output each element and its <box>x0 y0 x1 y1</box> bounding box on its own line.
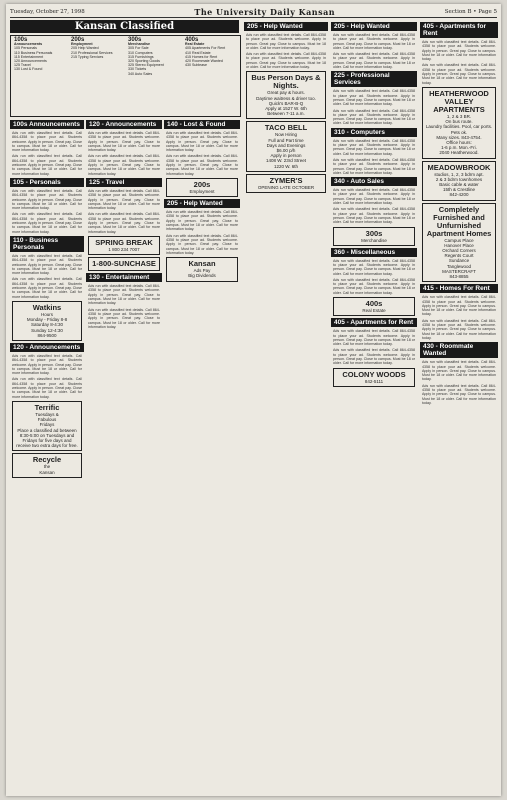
index-section-name: Real Estate <box>185 42 205 47</box>
section-heading: 310 - Computers <box>331 128 417 137</box>
column-2 <box>86 118 162 331</box>
column-4 <box>244 20 328 195</box>
ad-text: Ads run with classified text details. Call 864-4358 to place your ad. Students welcome. Apply in person. Great pay. Close to campus. Must be 18 or older. Call for more information today. <box>422 360 496 382</box>
display-ad-line: Merchandise <box>361 237 387 243</box>
ad-text: Ads run with classified text details. Call 864-4358 to place your ad. Students welcome. Apply in person. Great pay. Close to campus. Must be 18 or older. Call for more information today. <box>166 131 238 153</box>
display-ad-line: Laundry facilities. Pool, car ports. <box>425 124 493 130</box>
display-ad <box>333 297 415 316</box>
display-ad-line: Apply in person <box>270 153 302 159</box>
display-ad-line: Pets ok. <box>450 129 468 135</box>
display-ad-line: Tanglewood <box>446 263 472 269</box>
display-ad <box>333 227 415 246</box>
ad-text: Ads run with classified text details. Call 864-4358 to place your ad. Students welcome. Apply in person. Great pay. Close to campus. Must be 18 or older. Call for more information today. <box>12 154 82 176</box>
index-item: 130 Lost & Found <box>14 67 43 72</box>
display-ad <box>88 257 160 271</box>
index-section-name: Merchandise <box>128 42 150 47</box>
index-section-code: 300s <box>128 37 142 43</box>
ad-text: Ads run with classified text details. Call 864-4358 to place your ad. Students welcome. Apply in person. Great pay. Close to campus. Must be 18 or older. Call for more information today. <box>422 383 496 405</box>
newspaper-page <box>6 4 501 796</box>
ad-text: Ads run with classified text details. Call 864-4358 to place your ad. Students welcome. Apply in person. Great pay. Close to campus. Must be 18 or older. Call for more information today. <box>12 377 82 399</box>
index-section <box>71 38 126 59</box>
ad-text: Ads run with classified text details. Call 864-4358 to place your ad. Students welcome. Apply in person. Great pay. Close to campus. Must be 18 or older. Call for more information today. <box>422 318 496 340</box>
section-heading: 205 - Help Wanted <box>244 22 328 31</box>
ad-text: Ads run with classified text details. Call 864-4358 to place your ad. Students welcome. Apply in person. Great pay. Close to campus. Must be 18 or older. Call for more information today. <box>88 131 160 153</box>
ad-text: Ads run with classified text details. Call 864-4358 to place your ad. Students welcome. Apply in person. Great pay. Close to campus. Must be 18 or older. Call for more information today. <box>333 52 415 70</box>
display-ad-line: Campus Place <box>444 237 474 243</box>
index-section <box>128 38 183 76</box>
ad-text: Ads run with classified text details. Call 864-4358 to place your ad. Students welcome. Apply in person. Great pay. Close to campus. Must be 18 or older. Call for more information today. <box>166 154 238 176</box>
ad-text: Ads run with classified text details. Call 864-4358 to place your ad. Students welcome. Apply in person. Great pay. Close to campus. Must be 18 or older. Call for more information today. <box>166 210 238 232</box>
display-ad-line: Monday - Friday 8-8 <box>26 317 68 323</box>
ad-text: Ads run with classified text details. Call 864-4358 to place your ad. Students welcome. Apply in person. Great pay. Close to campus. Must be 18 or older. Call for more information today. <box>12 131 82 153</box>
display-ad <box>166 257 238 281</box>
ad-text: Ads run with classified text details. Call 864-4358 to place your ad. Students welcome. Apply in person. Great pay. Close to campus. Must be 18 or older. Call for more information today. <box>422 40 496 62</box>
ad-text: Ads run with classified text details. Call 864-4358 to place your ad. Students welcome. Apply in person. Great pay. Close to campus. Must be 18 or older. Call for more information today. <box>333 277 415 295</box>
index-item: 120 Announcements <box>14 59 47 64</box>
ad-text: Ads run with classified text details. Call 864-4358 to place your ad. Students welcome. Apply in person. Great pay. Close to campus. Must be 18 or older. Call for more information today. <box>246 33 326 50</box>
display-ad <box>12 301 82 341</box>
column-3 <box>164 118 240 284</box>
ad-text: Ads run with classified text details. Call 864-4358 to place your ad. Students welcome. Apply in person. Great pay. Close to campus. Must be 18 or older. Call for more information today. <box>12 212 82 234</box>
display-ad-line: ZYMER'S <box>269 175 303 185</box>
ad-text: Ads run with classified text details. Call 864-4358 to place your ad. Students welcome. Apply in person. Great pay. Close to campus. Must be 18 or older. Call for more information today. <box>333 157 415 175</box>
display-ad-line: Saturday 8-4:30 <box>30 322 64 328</box>
ad-text: Ads run with classified text details. Call 864-4358 to place your ad. Students welcome. Apply in person. Great pay. Close to campus. Must be 18 or older. Call for more information today. <box>166 233 238 255</box>
display-ad <box>246 121 326 171</box>
display-ad-line: MEADOWBROOK <box>427 162 491 172</box>
index-section-code: 100s <box>14 37 28 43</box>
display-ad <box>422 87 496 159</box>
section-heading: 405 - Apartments for Rent <box>331 318 417 327</box>
index-item: 340 Auto Sales <box>128 71 153 76</box>
section-heading: 140 - Lost & Found <box>164 120 240 129</box>
display-ad-line: Recycle <box>32 455 62 465</box>
display-ad-line: Basic cable & water <box>439 182 479 187</box>
ad-text: Ads run with classified text details. Call 864-4358 to place your ad. Students welcome. Apply in person. Great pay. Close to campus. Must be 18 or older. Call for more information today. <box>333 108 415 126</box>
ad-text: Ads run with classified text details. Call 864-4358 to place your ad. Students welcome. Apply in person. Great pay. Close to campus. Must be 18 or older. Call for more information today. <box>422 295 496 317</box>
display-ad-line: Sunday 12-4:30 <box>31 327 63 333</box>
ad-text: Ads run with classified text details. Call 864-4358 to place your ad. Students welcome. Apply in person. Great pay. Close to campus. Must be 18 or older. Call for more information today. <box>88 307 160 329</box>
ad-text: Ads run with classified text details. Call 864-4358 to place your ad. Students welcome. Apply in person. Great pay. Close to campus. Must be 18 or older. Call for more information today. <box>333 138 415 156</box>
ad-text: Ads run with classified text details. Call 864-4358 to place your ad. Students welcome. Apply in person. Great pay. Close to campus. Must be 18 or older. Call for more information today. <box>333 258 415 276</box>
section-heading: 405 - Apartments for Rent <box>420 22 498 38</box>
display-ad-line: Now Hiring <box>274 132 297 138</box>
display-ad-line: Great pay & hours. <box>267 90 305 96</box>
display-ad-line: Hanover Place <box>444 242 474 248</box>
ad-text: Ads run with classified text details. Call 864-4358 to place your ad. Students welcome. Apply in person. Great pay. Close to campus. Must be 18 or older. Call for more information today. <box>88 154 160 176</box>
ad-text: Ads run with classified text details. Call 864-4358 to place your ad. Students welcome. Apply in person. Great pay. Close to campus. Must be 18 or older. Call for more information today. <box>12 277 82 299</box>
index-section-code: 200s <box>71 37 85 43</box>
ad-text: Ads run with classified text details. Call 864-4358 to place your ad. Students welcome. Apply in person. Great pay. Close to campus. Must be 18 or older. Call for more information today. <box>333 329 415 347</box>
display-ad-line: Terrific <box>34 402 60 412</box>
display-ad-line: 864-9500 <box>37 332 57 338</box>
display-ad-line: HEATHERWOOD VALLEY APARTMENTS <box>429 88 489 114</box>
ad-text: Ads run with classified text details. Call 864-4358 to place your ad. Students welcome. Apply in person. Great pay. Close to campus. Must be 18 or older. Call for more information today. <box>422 63 496 85</box>
display-ad-line: $6.00 p/h <box>276 148 296 153</box>
display-ad-line: the <box>43 464 51 470</box>
section-heading: 205 - Help Wanted <box>331 22 417 31</box>
display-ad-line: 1-6 p.m. Mon.-Fri. <box>441 145 477 151</box>
display-ad-line: Hours <box>40 311 53 317</box>
index-item: 105 Personals <box>14 46 37 51</box>
display-ad <box>166 178 238 197</box>
display-ad <box>88 236 160 255</box>
masthead-title: The University Daily Kansan <box>194 6 336 17</box>
section-heading: 205 - Help Wanted <box>164 199 240 208</box>
display-ad-line: Employment <box>189 188 215 194</box>
section-heading: 225 - Professional Services <box>331 71 417 87</box>
display-ad-line: 843-8855 <box>449 274 469 280</box>
index-item: 115 Entertainment <box>14 54 44 59</box>
index-item: 320 Sporting Goods <box>128 59 160 64</box>
display-ad-line: Sundance <box>448 258 470 264</box>
display-ad-line: Between 7-11 a.m. <box>267 111 305 117</box>
display-ad-line: 2040 Heatherwood. <box>439 150 479 156</box>
display-ad-line: 400s <box>365 299 383 309</box>
display-ad-line: Full and Part time <box>268 137 304 143</box>
display-ad-line: Real Estate <box>362 308 386 314</box>
display-ad-line: Regents Court <box>444 253 474 259</box>
display-ad-line: 1220 W. 6th <box>273 163 299 169</box>
index-item: 325 Stereo Equipment <box>128 63 164 68</box>
index-item: 315 Furnishings <box>128 54 154 59</box>
display-ad-line: studios, 1, 2, 3 bdrm apt. <box>434 171 484 177</box>
ad-text: Ads run with classified text details. Call 864-4358 to place your ad. Students welcome. Apply in person. Great pay. Close to campus. Must be 18 or older. Call for more information today. <box>333 188 415 206</box>
display-ad <box>422 203 496 283</box>
display-ad-line: OPENING LATE OCTOBER <box>257 184 315 190</box>
display-ad-line: Apply at 1527 W. 6th <box>265 105 307 111</box>
section-heading: 415 - Homes For Rent <box>420 284 498 293</box>
section-heading: 130 - Entertainment <box>86 273 162 282</box>
display-ad <box>12 453 82 477</box>
display-ad-line: COLONY WOODS <box>342 369 406 379</box>
index-section <box>14 38 69 72</box>
column-5 <box>331 20 417 389</box>
ad-text: Ads run with classified text details. Call 864-4358 to place your ad. Students welcome. Apply in person. Great pay. Close to campus. Must be 18 or older. Call for more information today. <box>246 52 326 70</box>
display-ad-line: 200s <box>193 179 211 189</box>
display-ad-line: Daytime waitress & driver too. <box>256 95 316 101</box>
display-ad-line: Bus Person Days & Nights. <box>251 73 321 91</box>
index-item: 215 Typing Services <box>71 54 104 59</box>
index-item: 210 Professional Services <box>71 50 113 55</box>
ad-text: Ads run with classified text details. Call 864-4358 to place your ad. Students welcome. Apply in person. Great pay. Close to campus. Must be 18 or older. Call for more information today. <box>333 89 415 107</box>
index-item: 205 Help Wanted <box>71 46 99 51</box>
column-1 <box>10 118 84 480</box>
section-heading: 125 - Travel <box>86 178 162 187</box>
index-item: 110 Business Personals <box>14 50 53 55</box>
display-ad-line: Watkins <box>32 302 62 312</box>
display-ad-line: Kansan <box>188 259 216 269</box>
ad-text: Ads run with classified text details. Call 864-4358 to place your ad. Students welcome. Apply in person. Great pay. Close to campus. Must be 18 or older. Call for more information today. <box>12 188 82 211</box>
display-ad-line: Tuesdays & <box>35 411 59 417</box>
ad-text: Ads run with classified text details. Call 864-4358 to place your ad. Students welcome. Apply in person. Great pay. Close to campus. Must be 18 or older. Call for more information today. <box>12 353 82 376</box>
index-section-name: Employment <box>71 42 93 47</box>
ad-text: Ads run with classified text details. Call 864-4358 to place your ad. Students welcome. Apply in person. Great pay. Close to campus. Must be 18 or older. Call for more information today. <box>333 33 415 50</box>
display-ad-line: Place a classified ad between 8:30-5:00 on Tuesdays and Fridays for five days and receive two extra days for free. <box>16 427 78 449</box>
section-heading: 110 - Business Personals <box>10 236 84 252</box>
display-ad-line: Quick's BAR-B-Q <box>268 100 304 106</box>
index-item: 420 Roommate Wanted <box>185 59 223 64</box>
display-ad-line: 1-800-SUNCHASE <box>92 259 156 269</box>
display-ad-line: TACO BELL <box>264 123 308 133</box>
display-ad <box>246 174 326 193</box>
index-section-code: 400s <box>185 37 199 43</box>
ad-text: Ads run with classified text details. Call 864-4358 to place your ad. Students welcome. Apply in person. Great pay. Close to campus. Must be 18 or older. Call for more information today. <box>12 253 82 276</box>
display-ad-line: 15th & Crestline <box>442 187 476 193</box>
index-item: 430 Sublease <box>185 63 207 68</box>
display-ad-line: Fabulous <box>37 417 57 423</box>
masthead-section: Section B • Page 5 <box>444 8 497 15</box>
section-heading: 340 - Auto Sales <box>331 177 417 186</box>
display-ad-line: 1408 W. 23rd Street <box>265 158 307 164</box>
index-item: 410 Real Estate <box>185 50 211 55</box>
display-ad-line: Days and Evenings <box>266 142 306 148</box>
index-item: 330 Tickets <box>128 67 147 72</box>
display-ad <box>246 71 326 119</box>
display-ad-line: Big Dividends <box>188 273 216 279</box>
display-ad-line: Completely Furnished and Unfurnished Apartment Homes <box>426 204 492 238</box>
display-ad <box>333 368 415 387</box>
index-item: 415 Homes for Rent <box>185 54 218 59</box>
display-ad-line: 842-5111 <box>364 378 384 384</box>
display-ad-line: Office hours: <box>446 139 472 145</box>
classified-index <box>10 35 241 117</box>
section-heading: 120 - Announcements <box>86 120 162 129</box>
index-item: 125 Travel <box>14 63 31 68</box>
display-ad-line: Kansan <box>39 469 55 475</box>
display-ad-line: 1 800 234 7007 <box>108 246 140 252</box>
ad-text: Ads run with classified text details. Call 864-4358 to place your ad. Students welcome. Apply in person. Great pay. Close to campus. Must be 18 or older. Call for more information today. <box>333 348 415 366</box>
display-ad <box>422 161 496 201</box>
column-6 <box>420 20 498 407</box>
display-ad-line: 842-4200 <box>449 192 469 198</box>
section-heading: 430 - Roommate Wanted <box>420 342 498 358</box>
classified-banner: Kansan Classified <box>10 20 239 33</box>
display-ad-line: 300s <box>365 228 383 238</box>
section-heading: 105 - Personals <box>10 178 84 187</box>
display-ad-line: Ads Pay <box>193 268 211 274</box>
section-heading: 360 - Miscellaneous <box>331 248 417 257</box>
index-item: 310 Computers <box>128 50 153 55</box>
index-section-name: Announcements <box>14 42 43 47</box>
display-ad-line: On bus route. <box>445 119 473 125</box>
display-ad-line: Orchard Corners <box>442 248 476 254</box>
section-heading: 100s Announcements <box>10 120 84 129</box>
masthead-date: Tuesday, October 27, 1998 <box>10 8 85 15</box>
section-heading: 120 - Announcements <box>10 343 84 352</box>
ad-text: Ads run with classified text details. Call 864-4358 to place your ad. Students welcome. Apply in person. Great pay. Close to campus. Must be 18 or older. Call for more information today. <box>88 212 160 234</box>
display-ad <box>12 401 82 451</box>
ad-text: Ads run with classified text details. Call 864-4358 to place your ad. Students welcome. Apply in person. Great pay. Close to campus. Must be 18 or older. Call for more information today. <box>88 284 160 306</box>
index-item: 305 For Sale <box>128 46 149 51</box>
index-section <box>185 38 240 67</box>
display-ad-line: 2 & 3 bdrm townhomes <box>435 176 483 182</box>
display-ad-line: SPRING BREAK <box>95 237 153 247</box>
display-ad-line: 1, 2 & 3 BR. <box>446 113 472 119</box>
index-item: 405 Apartments For Rent <box>185 46 226 51</box>
masthead <box>10 6 497 18</box>
display-ad-line: Many sizes. 843-4754. <box>436 134 482 140</box>
display-ad-line: Fridays <box>39 422 55 428</box>
display-ad-line: MASTERCRAFT <box>442 268 476 274</box>
ad-text: Ads run with classified text details. Call 864-4358 to place your ad. Students welcome. Apply in person. Great pay. Close to campus. Must be 18 or older. Call for more information today. <box>88 188 160 211</box>
ad-text: Ads run with classified text details. Call 864-4358 to place your ad. Students welcome. Apply in person. Great pay. Close to campus. Must be 18 or older. Call for more information today. <box>333 207 415 225</box>
